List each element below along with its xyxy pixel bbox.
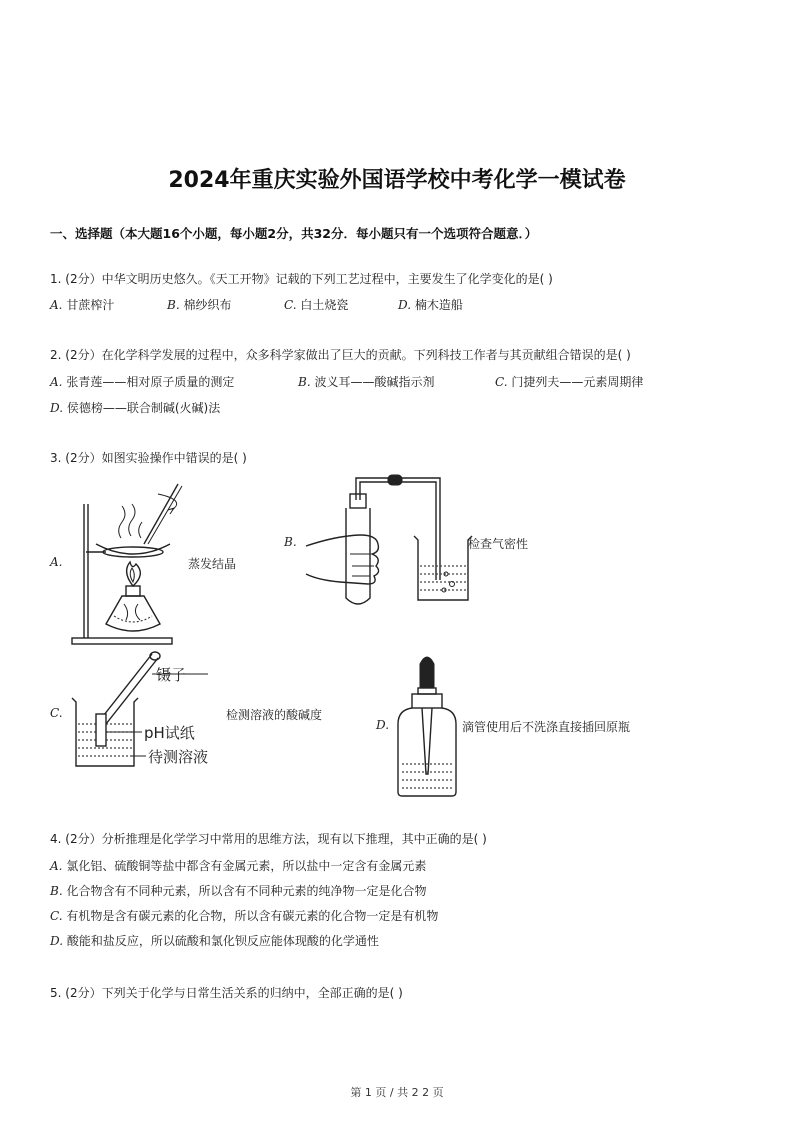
option-text: 张青莲——相对原子质量的测定 [66, 375, 235, 389]
ph-paper-label: pH试纸 [144, 724, 195, 742]
question-2-option-d [50, 399, 220, 416]
question-4-stem: 4. (2分）分析推理是化学学习中常用的思维方法，现有以下推理，其中正确的是( ) [50, 832, 487, 846]
question-3-option-c-letter: C. [50, 706, 63, 720]
option-letter: B. [50, 884, 63, 898]
option-letter: C. [284, 298, 297, 312]
section-heading: 一、选择题（本大题16个小题，每小题2分，共32分．每小题只有一个选项符合题意．） [50, 226, 538, 241]
ph-test-figure [72, 652, 232, 772]
question-5-stem: 5. (2分）下列关于化学与日常生活关系的归纳中，全部正确的是( ) [50, 986, 403, 1000]
question-3-option-a-caption: 蒸发结晶 [188, 557, 237, 571]
option-letter: C. [50, 909, 63, 923]
option-text: 波义耳——酸碱指示剂 [314, 375, 435, 389]
question-3-option-b-letter: B. [284, 535, 297, 549]
question-3-option-c-caption: 检测溶液的酸碱度 [226, 708, 323, 722]
question-3-option-b-caption: 检查气密性 [468, 537, 529, 551]
question-4-option-d [50, 932, 379, 949]
question-2-stem: 2. (2分）在化学科学发展的过程中，众多科学家做出了巨大的贡献。下列科技工作者与其贡献组合错误的是( ) [50, 348, 631, 362]
question-1-option-c [284, 296, 348, 313]
question-4-option-b [50, 882, 426, 899]
evaporation-apparatus-figure [66, 478, 186, 648]
question-1-option-b [167, 296, 231, 313]
question-2-option-a [50, 373, 234, 390]
option-text: 门捷列夫——元素周期律 [511, 375, 644, 389]
question-1-stem: 1. (2分）中华文明历史悠久。《天工开物》记载的下列工艺过程中，主要发生了化学变化的是( ) [50, 272, 553, 286]
option-text: 侯德榜——联合制碱(火碱)法 [66, 401, 221, 415]
option-letter: C. [495, 375, 508, 389]
option-text: 有机物是含有碳元素的化合物，所以含有碳元素的化合物一定是有机物 [66, 909, 439, 923]
option-text: 酸能和盐反应，所以硫酸和氯化钡反应能体现酸的化学通性 [66, 934, 379, 948]
option-text: 白土烧瓷 [300, 298, 349, 312]
question-3-option-d-letter: D. [376, 718, 390, 732]
option-letter: A. [50, 298, 63, 312]
question-3-option-a-letter: A. [50, 555, 63, 569]
paper-title: 2024年重庆实验外国语学校中考化学一模试卷 [168, 168, 626, 193]
option-letter: D. [50, 401, 64, 415]
question-4-option-c [50, 907, 438, 924]
option-text: 楠木造船 [414, 298, 463, 312]
dropper-bottle-figure [392, 652, 462, 798]
option-letter: B. [167, 298, 180, 312]
option-letter: A. [50, 859, 63, 873]
option-text: 氯化铝、硫酸铜等盐中都含有金属元素，所以盐中一定含有金属元素 [66, 859, 427, 873]
question-1-option-d [398, 296, 463, 313]
airtightness-check-figure [300, 470, 470, 610]
option-letter: A. [50, 375, 63, 389]
option-letter: D. [398, 298, 412, 312]
question-2-option-b [298, 373, 434, 390]
question-1-option-a [50, 296, 114, 313]
page-footer: 第 1 页 / 共 2 2 页 [350, 1086, 444, 1099]
option-text: 甘蔗榨汁 [66, 298, 115, 312]
option-text: 棉纱织布 [183, 298, 232, 312]
option-letter: B. [298, 375, 311, 389]
question-2-option-c [495, 373, 643, 390]
test-solution-label: 待测溶液 [148, 748, 209, 766]
option-letter: D. [50, 934, 64, 948]
question-4-option-a [50, 857, 426, 874]
question-3-stem: 3. (2分）如图实验操作中错误的是( ) [50, 451, 247, 465]
tweezers-label: 镊子 [156, 666, 187, 684]
option-text: 化合物含有不同种元素，所以含有不同种元素的纯净物一定是化合物 [66, 884, 427, 898]
question-3-option-d-caption: 滴管使用后不洗涤直接插回原瓶 [462, 720, 631, 734]
